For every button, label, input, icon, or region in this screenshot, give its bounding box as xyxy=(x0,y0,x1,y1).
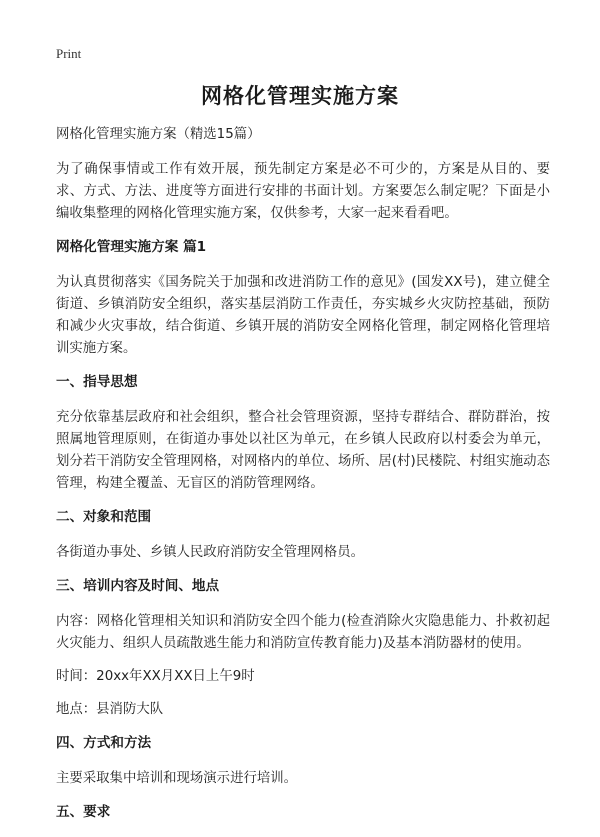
article-heading: 网格化管理实施方案 篇1 xyxy=(56,239,207,255)
document-title: 网格化管理实施方案 xyxy=(201,84,399,108)
section-heading-methods: 四、方式和方法 xyxy=(56,735,152,751)
section-body-methods: 主要采取集中培训和现场演示进行培训。 xyxy=(56,771,298,786)
section-body-target-scope: 各街道办事处、乡镇人民政府消防安全管理网格员。 xyxy=(56,545,364,560)
document-subtitle: 网格化管理实施方案（精选15篇） xyxy=(56,127,261,142)
section-heading-target-scope: 二、对象和范围 xyxy=(56,509,152,525)
training-content-text: 内容：网格化管理相关知识和消防安全四个能力(检查消除火灾隐患能力、扑救初起火灾能力、组织人员疏散逃生能力和消防宣传教育能力)及基本消防器材的使用。 xyxy=(56,614,550,651)
document-body xyxy=(56,124,550,837)
article-lead-paragraph: 为认真贯彻落实《国务院关于加强和改进消防工作的意见》(国发XX号)，建立健全街道、乡镇消防安全组织，落实基层消防工作责任，夯实城乡火灾防控基础，预防和减少火灾事故，结合街道、乡镇开展的消防安全网格化管理，制定网格化管理培训实施方案。 xyxy=(56,275,550,356)
section-heading-requirements: 五、要求 xyxy=(56,804,111,820)
section-body-guiding-ideology: 充分依靠基层政府和社会组织，整合社会管理资源，坚持专群结合、群防群治，按照属地管理原则，在街道办事处以社区为单元，在乡镇人民政府以村委会为单元，划分若干消防安全管理网格，对网格内的单位、场所、居(村)民楼院、村组实施动态管理，构建全覆盖、无盲区的消防管理网络。 xyxy=(56,410,550,491)
training-time-text: 时间：20xx年XX月XX日上午9时 xyxy=(56,669,255,684)
section-heading-guiding-ideology: 一、指导思想 xyxy=(56,374,138,390)
intro-paragraph: 为了确保事情或工作有效开展，预先制定方案是必不可少的，方案是从目的、要求、方式、方法、进度等方面进行安排的书面计划。方案要怎么制定呢？下面是小编收集整理的网格化管理实施方案，仅供参考，大家一起来看看吧。 xyxy=(56,162,550,221)
print-link[interactable]: Print xyxy=(56,46,82,61)
training-location-text: 地点：县消防大队 xyxy=(56,702,164,717)
section-heading-training-content: 三、培训内容及时间、地点 xyxy=(56,578,220,594)
